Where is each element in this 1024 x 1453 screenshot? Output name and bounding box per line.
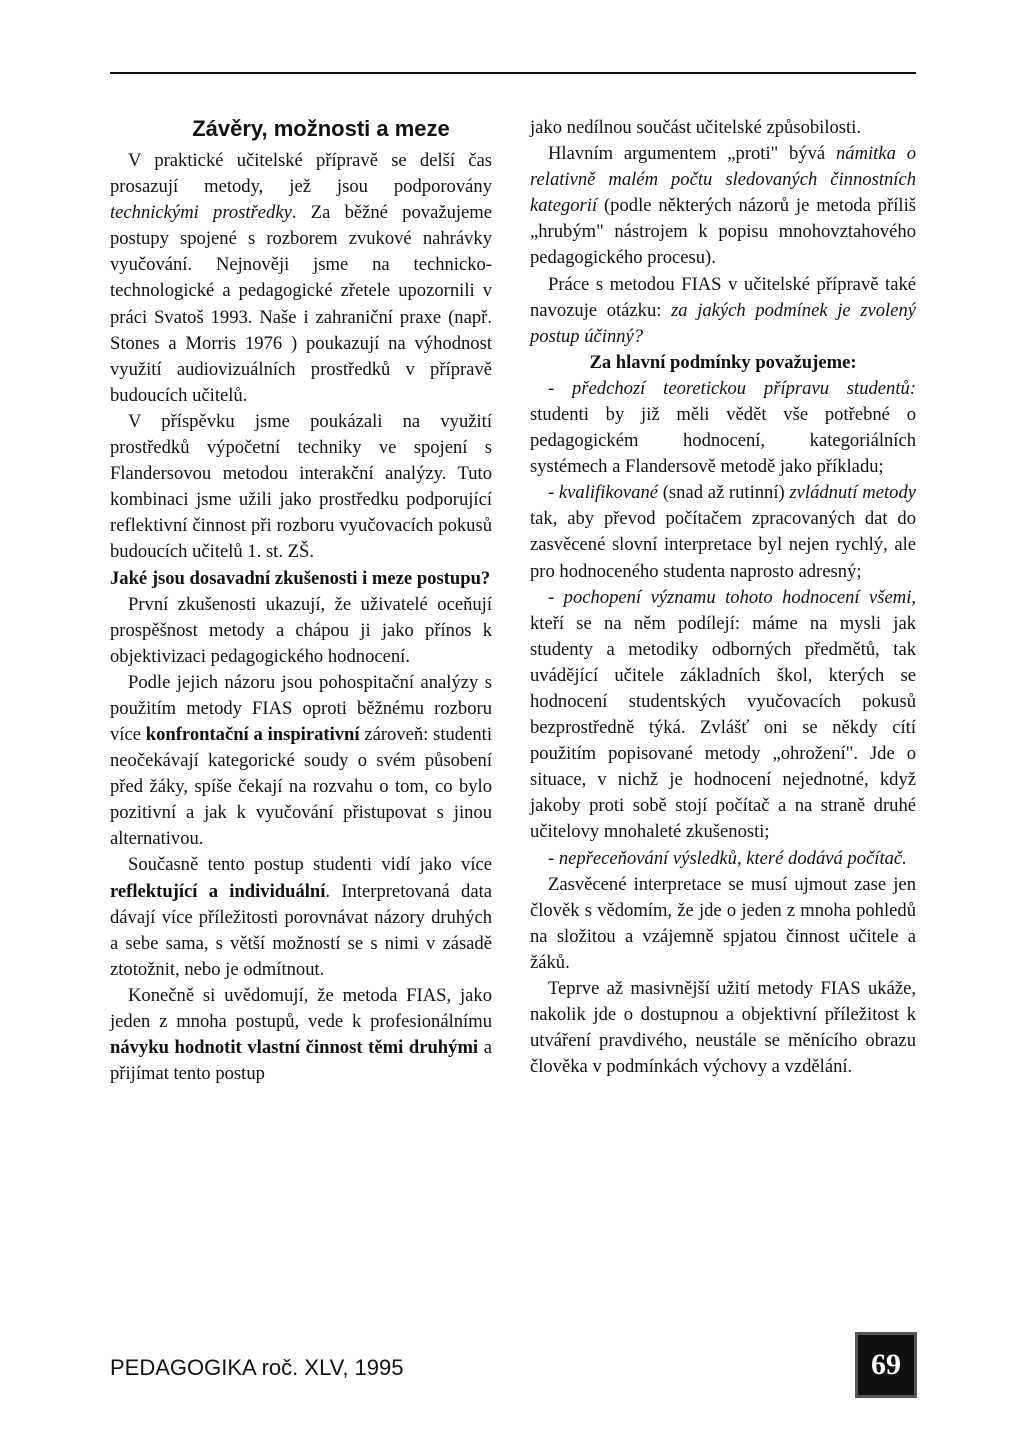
list-item: - kvalifikované (snad až rutinní) zvládnutí metody tak, aby převod počítačem zpracovaných dat do zasvěcené slovní interpretace byl nejen rychlý, ale pro hodnoceného studenta naprosto adresný; (530, 482, 916, 582)
list-item: - předchozí teoretickou přípravu studentů: studenti by již měli vědět vše potřebné o pedagogickém hodnocení, kategoriálních systémech a Flandersově metodě jako příkladu; (530, 377, 917, 478)
subheading: Jaké jsou dosavadní zkušenosti i meze postupu? (110, 567, 491, 589)
journal-footer: PEDAGOGIKA roč. XLV, 1995 (110, 1355, 404, 1380)
right-column (530, 115, 916, 1080)
paragraph: Konečně si uvědomují, že metoda FIAS, jako jeden z mnoha postupů, vede k profesionálnímu návyku hodnotit vlastní činnost těmi druhými a přijímat tento postup (110, 984, 492, 1085)
paragraph: Práce s metodou FIAS v učitelské přípravě také navozuje otázku: za jakých podmínek je zvolený postup účinný? (530, 273, 917, 347)
paragraph: Hlavním argumentem „proti" bývá námitka o relativně malém počtu sledovaných činnostních kategorií (podle některých názorů je metoda příliš „hrubým" nástrojem k popisu mnohovztahového pedagogického procesu). (530, 143, 916, 269)
top-rule (110, 72, 916, 74)
paragraph: Teprve až masivnější užití metody FIAS ukáže, nakolik jde o dostupnou a objektivní příležitost k utváření pravdivého, neustále se měnícího obrazu člověka v podmínkách výchovy a vzdělání. (530, 978, 916, 1078)
section-heading: Závěry, možnosti a meze (192, 116, 450, 141)
paragraph: První zkušenosti ukazují, že uživatelé oceňují prospěšnost metody a chápou ji jako přínos k objektivizaci pedagogického hodnocení. (110, 593, 492, 667)
list-item: - pochopení významu tohoto hodnocení všemi, kteří se na něm podílejí: máme na mysli jak studenty a metodiky odborných předmětů, tak uvádějící učitele základních škol, kterých se hodnocení studentských vyučovacích pokusů bezprostředně týká. Zvlášť oni se někdy cítí použitím popisované metody „ohrožení". Jde o situace, v nichž je hodnocení nejednotné, když jakoby proti sobě stojí počítač a na straně druhé učitelovy mnohaleté zkušenosti; (530, 586, 917, 843)
subheading: Za hlavní podmínky považujeme: (589, 351, 857, 373)
left-column (110, 115, 492, 1087)
paragraph: Podle jejich názoru jsou pohospitační analýzy s použitím metody FIAS oproti běžnému rozboru více konfrontační a inspirativní zároveň: studenti neočekávají kategorické soudy o svém působení před žáky, spíše čekají na rozvahu o tom, co bylo pozitivní a jak k vyučování přistupovat s jinou alternativou. (110, 671, 492, 850)
paragraph: V praktické učitelské přípravě se delší čas prosazují metody, jež jsou podporovány technickými prostředky. Za běžné považujeme postupy spojené s rozborem zvukové nahrávky vyučování. Nejnověji jsme na technicko-technologické a pedagogické zřetele upozornili v práci Svatoš 1993. Naše i zahraniční praxe (např. Stones a Morris 1976 ) poukazují na výhodnost využití audiovizuálních prostředků v přípravě budoucích učitelů. (110, 150, 493, 406)
paragraph: Zasvěcené interpretace se musí ujmout zase jen člověk s vědomím, že jde o jeden z mnoha pohledů na složitou a vzájemně spjatou činnost učitele a žáků. (530, 873, 916, 973)
list-item: - nepřeceňování výsledků, které dodává počítač. (548, 847, 907, 869)
paragraph: V příspěvku jsme poukázali na využití prostředků výpočetní techniky ve spojení s Flandersovou metodou interakční analýzy. Tuto kombinaci jsme užili jako prostředku podporující reflektivní činnost při rozboru vyučovacích pokusů budoucích učitelů 1. st. ZŠ. (110, 410, 492, 563)
paragraph: Současně tento postup studenti vidí jako více reflektující a individuální. Interpretovaná data dávají více příležitosti porovnávat názory druhých a sebe sama, s větší možností se s nimi v zásadě ztotožnit, nebo je odmítnout. (110, 854, 492, 980)
paragraph: jako nedílnou součást učitelské způsobilosti. (530, 117, 862, 138)
page-number: 69 (855, 1332, 917, 1398)
